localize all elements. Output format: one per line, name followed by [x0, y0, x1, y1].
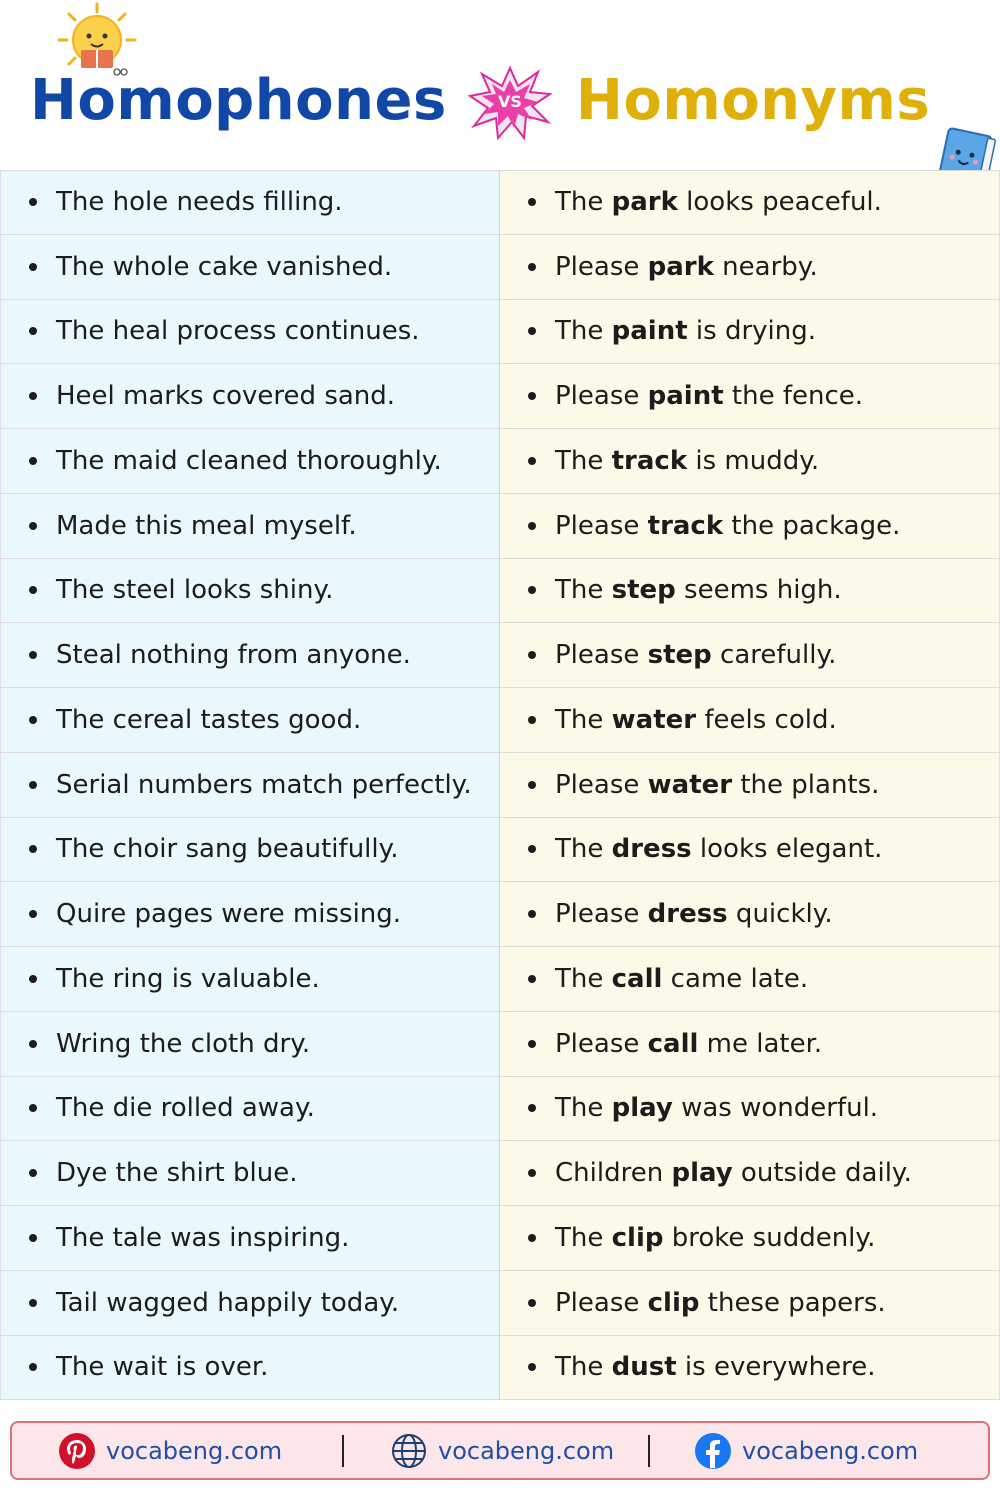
homonym-word: track [647, 510, 724, 541]
homonym-cell [500, 623, 1000, 688]
homophone-sentence: The wait is over. [56, 1352, 269, 1383]
homonym-cell [500, 1077, 1000, 1142]
table-row [0, 429, 1000, 494]
bullet-icon [29, 198, 37, 206]
footer-facebook-label: vocabeng.com [742, 1436, 919, 1465]
sentence-start: The [555, 834, 612, 865]
table-row [0, 818, 1000, 883]
homonym-sentence [555, 1223, 875, 1253]
sentence-end: me later. [698, 1028, 823, 1059]
pinterest-icon [58, 1432, 96, 1470]
bullet-icon [528, 392, 536, 400]
sentence-end: seems high. [675, 575, 842, 606]
sentence-end: feels cold. [696, 704, 837, 735]
bullet-icon [29, 263, 37, 271]
homonym-sentence [555, 1288, 886, 1318]
homonym-word: dust [611, 1352, 677, 1383]
footer-pinterest-label: vocabeng.com [106, 1436, 283, 1465]
homophone-cell [0, 1271, 500, 1336]
homophone-cell [0, 300, 500, 365]
table-row [0, 882, 1000, 947]
homophone-sentence: The ring is valuable. [56, 963, 320, 994]
homonym-cell [500, 947, 1000, 1012]
table-row [0, 300, 1000, 365]
homonym-sentence [555, 511, 900, 541]
bullet-icon [29, 1299, 37, 1307]
homophone-cell [0, 1012, 500, 1077]
homonym-cell [500, 882, 1000, 947]
homophone-sentence: Serial numbers match perfectly. [56, 769, 472, 800]
homonym-word: step [647, 640, 712, 671]
homonym-word: clip [611, 1222, 664, 1253]
sentence-end: nearby. [713, 251, 818, 282]
table-row [0, 170, 1000, 235]
sentence-start: The [555, 963, 612, 994]
homonym-cell [500, 559, 1000, 624]
sentence-start: The [555, 1093, 612, 1124]
homophone-cell [0, 1336, 500, 1401]
sentence-start: The [555, 704, 612, 735]
homonym-sentence [555, 187, 882, 217]
homonym-word: dress [647, 899, 728, 930]
homophone-cell [0, 170, 500, 235]
homophone-sentence: The hole needs filling. [56, 187, 343, 218]
homophone-cell [0, 882, 500, 947]
footer-bar [10, 1421, 990, 1480]
homophone-sentence: Made this meal myself. [56, 510, 357, 541]
header [0, 0, 1000, 170]
table-row [0, 1012, 1000, 1077]
homophone-sentence: Dye the shirt blue. [56, 1158, 298, 1189]
homonym-sentence [555, 770, 879, 800]
homophone-sentence: The die rolled away. [56, 1093, 315, 1124]
sentence-end: the package. [723, 510, 901, 541]
footer-website-label: vocabeng.com [438, 1436, 615, 1465]
sentence-end: is everywhere. [676, 1352, 876, 1383]
homonym-cell [500, 753, 1000, 818]
bullet-icon [29, 1234, 37, 1242]
homophone-sentence: The cereal tastes good. [56, 704, 362, 735]
bullet-icon [528, 457, 536, 465]
homophone-sentence: The steel looks shiny. [56, 575, 334, 606]
table-row [0, 1141, 1000, 1206]
homophone-cell [0, 818, 500, 883]
homonym-cell [500, 494, 1000, 559]
homonym-sentence [555, 1158, 912, 1188]
homonym-sentence [555, 705, 837, 735]
bullet-icon [29, 716, 37, 724]
sentence-end: the fence. [723, 381, 864, 412]
homonym-cell [500, 1012, 1000, 1077]
sentence-start: Please [555, 769, 648, 800]
bullet-icon [528, 1169, 536, 1177]
homonym-sentence [555, 834, 882, 864]
homonym-word: water [611, 704, 697, 735]
vs-label: VS [498, 92, 522, 111]
bullet-icon [29, 586, 37, 594]
table-row [0, 1271, 1000, 1336]
sentence-start: The [555, 445, 612, 476]
homonym-cell [500, 688, 1000, 753]
homophone-cell [0, 559, 500, 624]
footer-website-link[interactable] [390, 1423, 614, 1478]
homophone-sentence: Steal nothing from anyone. [56, 640, 411, 671]
bullet-icon [29, 522, 37, 530]
sentence-start: The [555, 1352, 612, 1383]
homophone-cell [0, 364, 500, 429]
comparison-table [0, 170, 1000, 1400]
homophone-cell [0, 494, 500, 559]
table-row [0, 235, 1000, 300]
table-row [0, 947, 1000, 1012]
bullet-icon [29, 975, 37, 983]
homonym-word: play [611, 1093, 673, 1124]
bullet-icon [29, 1169, 37, 1177]
bullet-icon [528, 1234, 536, 1242]
globe-icon [390, 1432, 428, 1470]
sentence-end: came late. [662, 963, 809, 994]
table-row [0, 559, 1000, 624]
sentence-start: The [555, 316, 612, 347]
footer-facebook-link[interactable] [694, 1423, 918, 1478]
sentence-end: quickly. [727, 899, 833, 930]
sentence-end: was wonderful. [672, 1093, 879, 1124]
homophone-cell [0, 753, 500, 818]
table-row [0, 1336, 1000, 1401]
sentence-end: outside daily. [732, 1158, 912, 1189]
homonym-word: paint [611, 316, 688, 347]
homonym-word: paint [647, 381, 724, 412]
table-row [0, 494, 1000, 559]
bullet-icon [528, 845, 536, 853]
sentence-start: The [555, 187, 612, 218]
sentence-end: these papers. [699, 1287, 886, 1318]
sentence-end: the plants. [732, 769, 880, 800]
table-row [0, 623, 1000, 688]
homonym-sentence [555, 1352, 876, 1382]
bullet-icon [29, 845, 37, 853]
bullet-icon [528, 263, 536, 271]
homonym-cell [500, 1271, 1000, 1336]
table-row [0, 1206, 1000, 1271]
homonym-word: park [611, 187, 678, 218]
bullet-icon [528, 522, 536, 530]
sentence-end: looks peaceful. [677, 187, 882, 218]
homonym-word: water [647, 769, 733, 800]
sentence-start: Please [555, 1028, 648, 1059]
sentence-start: Please [555, 251, 648, 282]
homophone-sentence: The tale was inspiring. [56, 1222, 350, 1253]
homophones-title: Homophones [30, 68, 447, 133]
bullet-icon [29, 910, 37, 918]
sentence-start: Please [555, 510, 648, 541]
bullet-icon [29, 457, 37, 465]
bullet-icon [528, 781, 536, 789]
homonym-word: park [647, 251, 714, 282]
bullet-icon [528, 1104, 536, 1112]
homophone-cell [0, 1141, 500, 1206]
homonym-sentence [555, 964, 808, 994]
bullet-icon [528, 910, 536, 918]
footer-divider [648, 1435, 650, 1467]
homophone-sentence: The choir sang beautifully. [56, 834, 399, 865]
footer-divider [342, 1435, 344, 1467]
homophone-sentence: The heal process continues. [56, 316, 420, 347]
homonym-sentence [555, 575, 842, 605]
sentence-start: Please [555, 381, 648, 412]
homonym-word: play [671, 1158, 733, 1189]
homophone-sentence: Heel marks covered sand. [56, 381, 396, 412]
homophone-sentence: Wring the cloth dry. [56, 1028, 311, 1059]
bullet-icon [528, 327, 536, 335]
homonym-sentence [555, 899, 833, 929]
homophone-cell [0, 947, 500, 1012]
bullet-icon [29, 327, 37, 335]
homonym-sentence [555, 381, 863, 411]
bullet-icon [528, 1363, 536, 1371]
sentence-end: carefully. [711, 640, 837, 671]
homonym-cell [500, 300, 1000, 365]
homonym-sentence [555, 1029, 822, 1059]
homonyms-title: Homonyms [576, 68, 931, 133]
homonym-cell [500, 818, 1000, 883]
bullet-icon [528, 1040, 536, 1048]
bullet-icon [528, 198, 536, 206]
footer-pinterest-link[interactable] [58, 1423, 282, 1478]
table-row [0, 753, 1000, 818]
homonym-cell [500, 170, 1000, 235]
homonym-word: step [611, 575, 676, 606]
sentence-start: Please [555, 1287, 648, 1318]
bullet-icon [528, 586, 536, 594]
sentence-end: is drying. [687, 316, 816, 347]
homophone-cell [0, 429, 500, 494]
sentence-start: Children [555, 1158, 672, 1189]
sentence-end: looks elegant. [691, 834, 883, 865]
homonym-word: clip [647, 1287, 700, 1318]
bullet-icon [29, 1363, 37, 1371]
homonym-sentence [555, 252, 818, 282]
homonym-word: track [611, 445, 688, 476]
homonym-cell [500, 1336, 1000, 1401]
homophone-cell [0, 235, 500, 300]
homophone-sentence: The whole cake vanished. [56, 251, 393, 282]
bullet-icon [528, 1299, 536, 1307]
table-row [0, 688, 1000, 753]
bullet-icon [528, 975, 536, 983]
table-row [0, 1077, 1000, 1142]
bullet-icon [528, 716, 536, 724]
bullet-icon [528, 651, 536, 659]
sentence-start: The [555, 1222, 612, 1253]
homonym-cell [500, 235, 1000, 300]
homophone-cell [0, 1077, 500, 1142]
homonym-cell [500, 1141, 1000, 1206]
homophone-cell [0, 623, 500, 688]
bullet-icon [29, 392, 37, 400]
homonym-word: call [647, 1028, 699, 1059]
homophone-cell [0, 688, 500, 753]
table-row [0, 364, 1000, 429]
homonym-cell [500, 429, 1000, 494]
bullet-icon [29, 781, 37, 789]
facebook-icon [694, 1432, 732, 1470]
homonym-sentence [555, 640, 836, 670]
homonym-cell [500, 1206, 1000, 1271]
bullet-icon [29, 651, 37, 659]
homonym-word: dress [611, 834, 692, 865]
sentence-start: The [555, 575, 612, 606]
homonym-sentence [555, 1093, 878, 1123]
homophone-sentence: Quire pages were missing. [56, 899, 402, 930]
bullet-icon [29, 1040, 37, 1048]
homonym-sentence [555, 446, 819, 476]
sentence-end: is muddy. [687, 445, 820, 476]
sentence-start: Please [555, 640, 648, 671]
homophone-cell [0, 1206, 500, 1271]
homonym-cell [500, 364, 1000, 429]
homophone-sentence: The maid cleaned thoroughly. [56, 445, 442, 476]
sentence-end: broke suddenly. [663, 1222, 876, 1253]
homonym-sentence [555, 316, 816, 346]
homonym-word: call [611, 963, 663, 994]
homophone-sentence: Tail wagged happily today. [56, 1287, 400, 1318]
bullet-icon [29, 1104, 37, 1112]
sentence-start: Please [555, 899, 648, 930]
